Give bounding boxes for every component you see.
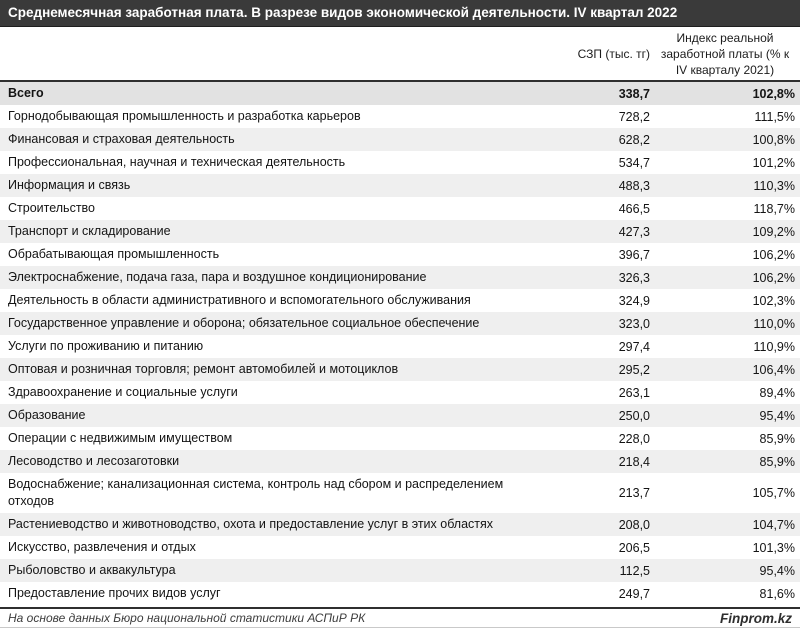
table-body xyxy=(0,82,800,607)
index-value: 110,0% xyxy=(753,316,795,331)
activity-label: Информация и связь xyxy=(8,178,131,192)
activity-label: Образование xyxy=(8,408,86,422)
szp-value: 112,5 xyxy=(619,563,650,578)
szp-value: 326,3 xyxy=(618,270,650,285)
table-row xyxy=(0,582,800,605)
activity-label: Деятельность в области административного и вспомогательного обслуживания xyxy=(8,293,471,307)
index-value: 105,7% xyxy=(752,486,795,500)
index-value: 102,8% xyxy=(752,86,795,101)
activity-label: Обрабатывающая промышленность xyxy=(8,247,220,261)
activity-label: Государственное управление и оборона; обязательное социальное обеспечение xyxy=(8,316,480,330)
index-value: 81,6% xyxy=(759,586,795,601)
table-header xyxy=(0,27,800,82)
activity-label: Лесоводство и лесозаготовки xyxy=(8,454,180,468)
table-row xyxy=(0,312,800,335)
table-row xyxy=(0,128,800,151)
table-row xyxy=(0,335,800,358)
szp-value: 427,3 xyxy=(618,224,650,239)
table-row xyxy=(0,174,800,197)
index-value: 102,3% xyxy=(752,293,795,308)
table-row xyxy=(0,289,800,312)
activity-label: Растениеводство и животноводство, охота и предоставление услуг в этих областях xyxy=(8,517,494,531)
table-row xyxy=(0,105,800,128)
szp-value: 628,2 xyxy=(618,132,650,147)
index-value: 118,7% xyxy=(753,201,795,216)
table-row xyxy=(0,266,800,289)
activity-label: Услуги по проживанию и питанию xyxy=(8,339,204,353)
szp-value: 218,4 xyxy=(618,454,650,469)
activity-label: Оптовая и розничная торговля; ремонт автомобилей и мотоциклов xyxy=(8,362,399,376)
szp-value: 323,0 xyxy=(618,316,650,331)
szp-value: 466,5 xyxy=(618,201,650,216)
activity-label: Операции с недвижимым имуществом xyxy=(8,431,233,445)
index-value: 110,3% xyxy=(753,178,795,193)
footer xyxy=(0,607,800,628)
index-value: 100,8% xyxy=(752,132,795,147)
table-row xyxy=(0,381,800,404)
table-row xyxy=(0,473,800,513)
activity-label: Электроснабжение, подача газа, пара и воздушное кондиционирование xyxy=(8,270,427,284)
index-value: 106,2% xyxy=(752,247,795,262)
szp-value: 488,3 xyxy=(618,178,650,193)
index-value: 95,4% xyxy=(759,563,795,578)
table-row xyxy=(0,536,800,559)
szp-value: 534,7 xyxy=(618,155,650,170)
activity-label: Финансовая и страховая деятельность xyxy=(8,132,235,146)
activity-label: Предоставление прочих видов услуг xyxy=(8,586,221,600)
szp-value: 249,7 xyxy=(618,586,650,601)
index-value: 101,3% xyxy=(752,540,795,555)
activity-label: Водоснабжение; канализационная система, контроль над сбором и распределением отходов xyxy=(8,477,504,508)
szp-value: 206,5 xyxy=(618,540,650,555)
szp-value: 208,0 xyxy=(618,517,650,532)
szp-value: 396,7 xyxy=(618,247,650,262)
page-title: Среднемесячная заработная плата. В разрезе видов экономической деятельности. IV квартал 2022 xyxy=(0,0,800,27)
szp-value: 297,4 xyxy=(618,339,650,354)
index-column-header-line2: заработной платы (% к xyxy=(660,46,790,61)
index-value: 111,5% xyxy=(754,109,795,124)
table-row xyxy=(0,197,800,220)
index-value: 89,4% xyxy=(759,385,795,400)
table-row xyxy=(0,513,800,536)
szp-value: 228,0 xyxy=(618,431,650,446)
table-row xyxy=(0,427,800,450)
activity-label: Горнодобывающая промышленность и разработка карьеров xyxy=(8,109,361,123)
table-row xyxy=(0,82,800,105)
index-column-header-line1: Индекс реальной xyxy=(676,30,774,45)
table-row xyxy=(0,559,800,582)
index-value: 109,2% xyxy=(752,224,795,239)
szp-value: 263,1 xyxy=(618,385,650,400)
index-value: 106,2% xyxy=(752,270,795,285)
activity-label: Профессиональная, научная и техническая деятельность xyxy=(8,155,346,169)
szp-value: 728,2 xyxy=(618,109,650,124)
index-value: 85,9% xyxy=(759,454,795,469)
finprom-watermark: Finprom.kz xyxy=(719,610,792,626)
szp-value: 213,7 xyxy=(618,486,650,500)
data-source-note: На основе данных Бюро национальной статистики АСПиР РК xyxy=(8,611,366,625)
szp-value: 324,9 xyxy=(618,293,650,308)
activity-label: Здравоохранение и социальные услуги xyxy=(8,385,238,399)
index-column-header-line3: IV кварталу 2021) xyxy=(675,62,775,77)
table-row xyxy=(0,450,800,473)
index-value: 95,4% xyxy=(759,408,795,423)
activity-label: Искусство, развлечения и отдых xyxy=(8,540,196,554)
index-value: 106,4% xyxy=(752,362,795,377)
activity-label: Всего xyxy=(8,86,44,100)
szp-value: 338,7 xyxy=(618,86,650,101)
index-value: 85,9% xyxy=(759,431,795,446)
activity-label: Рыболовство и аквакультура xyxy=(8,563,176,577)
index-value: 101,2% xyxy=(752,155,795,170)
index-column-header xyxy=(652,30,800,78)
activity-label: Транспорт и складирование xyxy=(8,224,171,238)
table-row xyxy=(0,243,800,266)
szp-value: 250,0 xyxy=(618,408,650,423)
index-value: 104,7% xyxy=(752,517,795,532)
table-row xyxy=(0,404,800,427)
table-row xyxy=(0,220,800,243)
activity-label: Строительство xyxy=(8,201,95,215)
table-row xyxy=(0,358,800,381)
index-value: 110,9% xyxy=(753,339,795,354)
table-row xyxy=(0,151,800,174)
szp-column-header: СЗП (тыс. тг) xyxy=(577,46,650,61)
szp-value: 295,2 xyxy=(618,362,650,377)
